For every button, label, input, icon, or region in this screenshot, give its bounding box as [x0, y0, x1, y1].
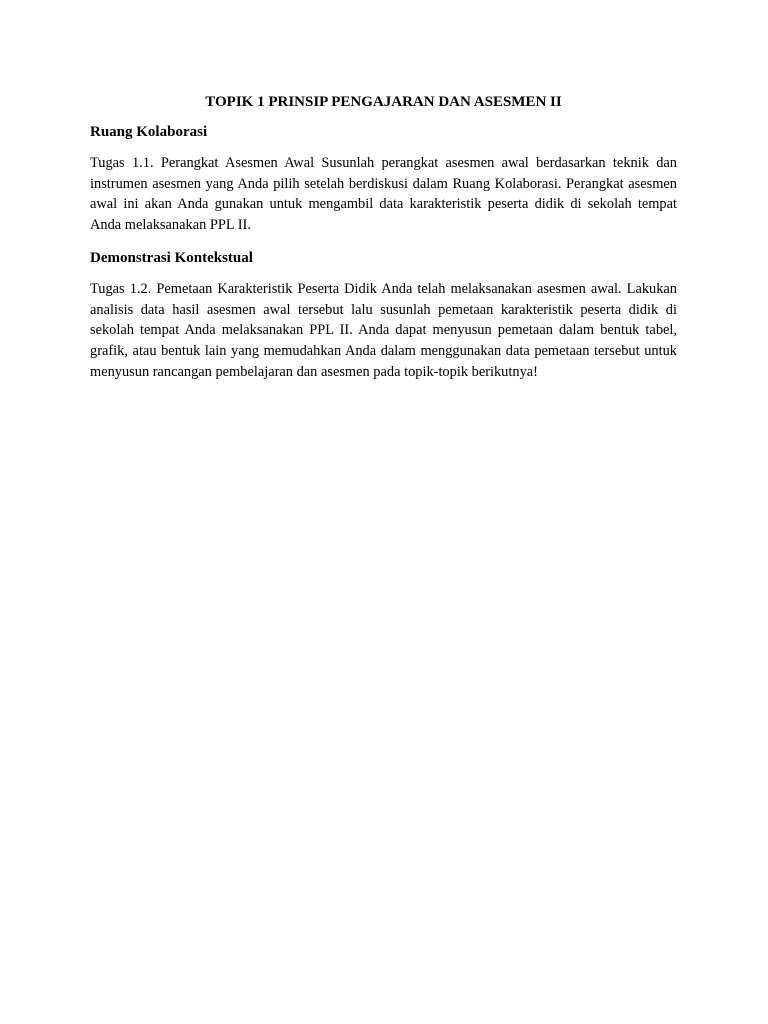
section-heading: Ruang Kolaborasi — [90, 124, 208, 140]
section-body: Tugas 1.1. Perangkat Asesmen Awal Susunlah perangkat asesmen awal berdasarkan teknik dan instrumen asesmen yang Anda pilih setelah berdiskusi dalam Ruang Kolaborasi. Perangkat asesmen awal ini akan Anda gunakan untuk mengambil data karakteristik peserta didik di sekolah tempat Anda melaksanakan PPL II. — [90, 155, 677, 234]
section-ruang-kolaborasi — [90, 122, 677, 236]
document-title: TOPIK 1 PRINSIP PENGAJARAN DAN ASESMEN II — [205, 94, 562, 110]
section-body: Tugas 1.2. Pemetaan Karakteristik Peserta Didik Anda telah melaksanakan asesmen awal. Lakukan analisis data hasil asesmen awal tersebut lalu susunlah pemetaan karakteristik peserta didik di sekolah tempat Anda melaksanakan PPL II. Anda dapat menyusun pemetaan dalam bentuk tabel, grafik, atau bentuk lain yang memudahkan Anda dalam menggunakan data pemetaan tersebut untuk menyusun rancangan pembelajaran dan asesmen pada topik-topik berikutnya! — [90, 280, 677, 380]
document-page — [90, 92, 677, 394]
section-heading: Demonstrasi Kontekstual — [90, 249, 253, 266]
section-demonstrasi-kontekstual — [90, 248, 677, 383]
